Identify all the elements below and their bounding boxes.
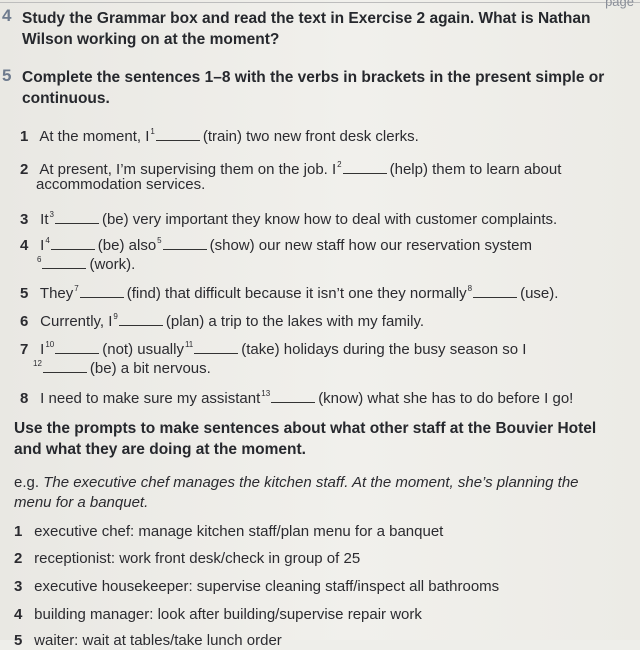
gap-number: 12 — [33, 359, 42, 368]
exercise-6-title-line-2: and what they are doing at the moment. — [14, 441, 306, 458]
item-text: (be) a bit nervous. — [89, 360, 211, 377]
prompt-number: 5 — [14, 632, 23, 649]
exercise-6-prompt-1 — [14, 523, 443, 541]
answer-blank[interactable] — [271, 390, 315, 403]
exercise-5-item-3 — [20, 206, 557, 229]
prompt-text: executive housekeeper: supervise cleaning staff/inspect all bathrooms — [34, 578, 500, 595]
exercise-4-title-line-2: Wilson working on at the moment? — [22, 31, 280, 48]
item-number: 2 — [20, 161, 29, 178]
exercise-5-item-1 — [20, 123, 419, 146]
gap-number: 5 — [157, 236, 162, 245]
item-text: At present, I’m supervising them on the job. I — [39, 161, 337, 178]
answer-blank[interactable] — [156, 128, 200, 141]
answer-blank[interactable] — [194, 341, 238, 354]
prompt-number: 1 — [14, 523, 23, 540]
gap-number: 2 — [337, 160, 342, 169]
answer-blank[interactable] — [42, 256, 86, 269]
item-number: 3 — [20, 211, 29, 228]
item-text: I — [40, 237, 45, 254]
prompt-text: building manager: look after building/supervise repair work — [34, 606, 422, 623]
gap-number: 3 — [49, 210, 54, 219]
exercise-5-title-line-2: continuous. — [22, 90, 110, 107]
answer-blank[interactable] — [119, 313, 163, 326]
gap-number: 8 — [467, 284, 473, 293]
exercise-6-prompt-2 — [14, 550, 360, 568]
exercise-5-number: 5 — [2, 66, 12, 85]
item-text: It — [40, 211, 49, 228]
exercise-5-item-6 — [20, 308, 424, 331]
item-text: I — [40, 341, 45, 358]
gap-number: 1 — [150, 127, 155, 136]
prompt-number: 3 — [14, 578, 23, 595]
exercise-6-example-line-1 — [14, 474, 579, 492]
item-text: At the moment, I — [39, 128, 150, 145]
item-text: (use). — [520, 285, 559, 302]
exercise-4-title-line-1: Study the Grammar box and read the text in Exercise 2 again. What is Nathan — [22, 10, 591, 27]
answer-blank[interactable] — [55, 341, 99, 354]
exercise-5-item-7-continued — [32, 355, 211, 378]
prompt-text: executive chef: manage kitchen staff/plan menu for a banquet — [34, 523, 444, 540]
item-number: 4 — [20, 237, 29, 254]
exercise-6-example-line-2: menu for a banquet. — [14, 494, 149, 511]
exercise-5-item-8 — [20, 385, 573, 408]
item-number: 1 — [20, 128, 29, 145]
gap-number: 11 — [184, 340, 194, 349]
answer-blank[interactable] — [80, 285, 124, 298]
item-text: Currently, I — [40, 313, 113, 330]
exercise-5-item-4-continued — [36, 251, 135, 274]
item-number: 6 — [20, 313, 29, 330]
item-text: They — [39, 285, 74, 302]
item-text: (show) our new staff how our reservation system — [209, 237, 532, 254]
exercise-6-title-line-1: Use the prompts to make sentences about what other staff at the Bouvier Hotel — [14, 420, 597, 437]
exercise-4-number: 4 — [2, 6, 12, 25]
answer-blank[interactable] — [51, 237, 95, 250]
page-top-rule — [0, 2, 640, 3]
prompt-text: waiter: wait at tables/take lunch order — [34, 632, 282, 649]
exercise-6-prompt-3 — [14, 578, 499, 596]
prompt-number: 2 — [14, 550, 23, 567]
prompt-text: receptionist: work front desk/check in group of 25 — [34, 550, 361, 567]
gap-number: 10 — [45, 340, 55, 349]
item-text: I need to make sure my assistant — [40, 390, 261, 407]
item-text: (plan) a trip to the lakes with my family. — [165, 313, 425, 330]
item-text: (work). — [89, 256, 136, 273]
example-text: The executive chef manages the kitchen staff. At the moment, she’s planning the — [43, 474, 579, 491]
answer-blank[interactable] — [473, 285, 517, 298]
item-text: (train) two new front desk clerks. — [202, 128, 419, 145]
gap-number: 4 — [45, 236, 50, 245]
answer-blank[interactable] — [163, 237, 207, 250]
item-text: (help) them to learn about — [389, 161, 562, 178]
exercise-6-prompt-4 — [14, 606, 422, 624]
answer-blank[interactable] — [43, 360, 87, 373]
gap-number: 7 — [74, 284, 79, 293]
gap-number: 13 — [261, 389, 271, 398]
item-number: 5 — [20, 285, 29, 302]
item-text: (be) also — [97, 237, 157, 254]
answer-blank[interactable] — [343, 161, 387, 174]
prompt-number: 4 — [14, 606, 23, 623]
answer-blank[interactable] — [55, 211, 99, 224]
exercise-5-title-line-1: Complete the sentences 1–8 with the verbs in brackets in the present simple or — [22, 69, 605, 86]
item-text: (not) usually — [102, 341, 184, 358]
item-text: (be) very important they know how to deal with customer complaints. — [101, 211, 558, 228]
example-label: e.g. — [14, 474, 40, 491]
item-number: 7 — [20, 341, 29, 358]
exercise-5-item-2-continued: accommodation services. — [36, 176, 206, 193]
exercise-6-prompt-5 — [14, 632, 282, 650]
gap-number: 6 — [37, 255, 42, 264]
item-text: (find) that difficult because it isn’t one they normally — [126, 285, 467, 302]
gap-number: 9 — [113, 312, 118, 321]
exercise-5-item-5 — [20, 280, 558, 303]
item-text: (know) what she has to do before I go! — [318, 390, 574, 407]
item-text: (take) holidays during the busy season so I — [241, 341, 527, 358]
item-number: 8 — [20, 390, 29, 407]
page-corner-text: page — [605, 0, 634, 9]
